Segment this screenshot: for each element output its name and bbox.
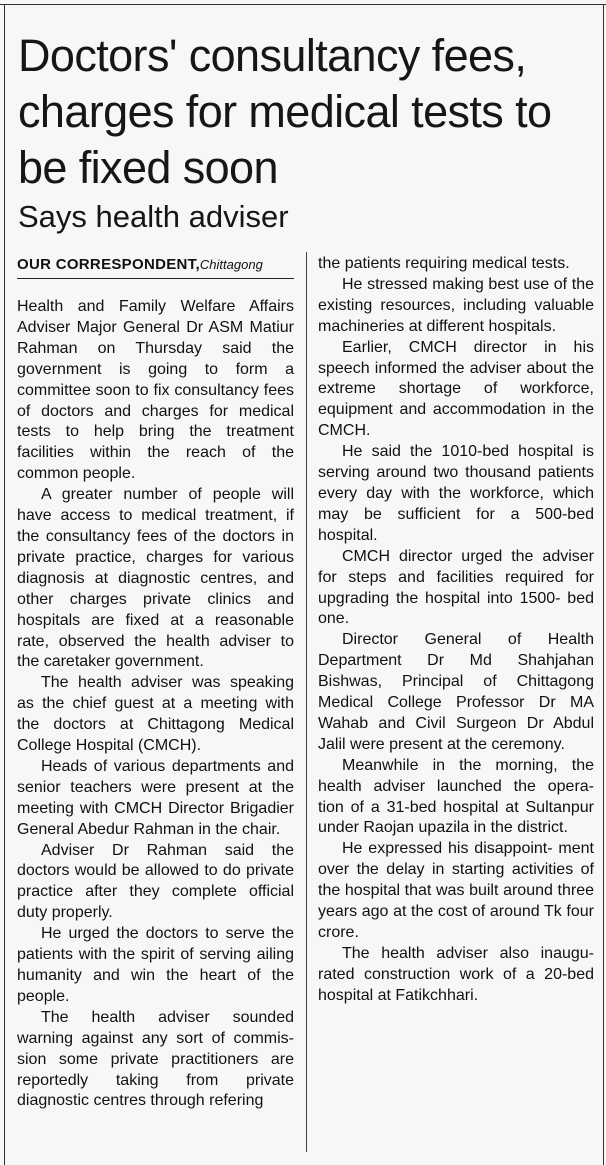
- paragraph: The health adviser sounded warning against any sort of commis- sion some private practitioners are reportedly taking from private diagnostic centres through refering: [17, 1008, 294, 1110]
- paragraph: Health and Family Welfare Affairs Adviser Major General Dr ASM Matiur Rahman on Thursday said the government is going to form a committee soon to fix consultancy fees of doctors and charges for medical tests to help bring the treatment facilities within the reach of the common people.: [17, 298, 294, 483]
- headline: Doctors' consultancy fees, charges for medical tests to be fixed soon: [18, 30, 552, 193]
- column-divider: [306, 252, 307, 1152]
- paragraph: He expressed his disappoint- ment over the delay in starting activities of the hospital that was built around three years ago at the cost of around Tk four crore.: [318, 840, 594, 941]
- paragraph: Heads of various departments and senior teachers were present at the meeting with CMCH Director Brigadier General Abedur Rahman in the chair.: [17, 757, 294, 838]
- paragraph: He stressed making best use of the existing resources, including valuable machineries at different hospitals.: [318, 275, 594, 335]
- paragraph: the patients requiring medical tests.: [318, 255, 570, 272]
- left-frame-rule: [4, 4, 5, 1165]
- byline-rule: [17, 278, 294, 279]
- paragraph: A greater number of people will have access to medical treatment, if the consultancy fees of the doctors in private practice, charges for various diagnosis at diagnostic centres, and other charges private clinics and hospitals are fixed at a reasonable rate, observed the health adviser to the caretaker government.: [17, 486, 294, 671]
- byline: [17, 254, 294, 278]
- paragraph: Meanwhile in the morning, the health adviser launched the opera- tion of a 31-bed hospital at Sultanpur under Raojan upazila in the district.: [318, 756, 594, 837]
- paragraph: Director General of Health Department Dr Md Shahjahan Bishwas, Principal of Chittagong Medical College Professor Dr MA Wahab and Civil Surgeon Dr Abdul Jalil were present at the ceremony.: [318, 631, 594, 753]
- paragraph: CMCH director urged the adviser for steps and facilities required for upgrading the hospital into 1500- bed one.: [318, 547, 594, 628]
- subheadline: Says health adviser: [18, 199, 289, 234]
- byline-place: Chittagong: [199, 257, 263, 272]
- paragraph: He said the 1010-bed hospital is serving around two thousand patients every day with the workforce, which may be sufficient for a 500-bed hospital.: [318, 443, 594, 544]
- top-frame-rule: [0, 4, 606, 5]
- paragraph: The health adviser was speaking as the chief guest at a meeting with the doctors at Chittagong Medical College Hospital (CMCH).: [17, 674, 294, 755]
- paragraph: Earlier, CMCH director in his speech informed the adviser about the extreme shortage of workforce, equipment and accommodation in the CMCH.: [318, 338, 594, 440]
- paragraph: Adviser Dr Rahman said the doctors would be allowed to do private practice after they complete official duty properly.: [17, 841, 294, 922]
- right-frame-rule: [603, 4, 604, 1165]
- paragraph: The health adviser also inaugu- rated construction work of a 20-bed hospital at Fatikchhari.: [318, 944, 594, 1004]
- article-column-left: [17, 254, 294, 1112]
- byline-name: OUR CORRESPONDENT,: [17, 256, 200, 273]
- paragraph: He urged the doctors to serve the patients with the spirit of serving ailing humanity and win the heart of the people.: [17, 925, 294, 1005]
- article-column-right: [318, 254, 594, 1007]
